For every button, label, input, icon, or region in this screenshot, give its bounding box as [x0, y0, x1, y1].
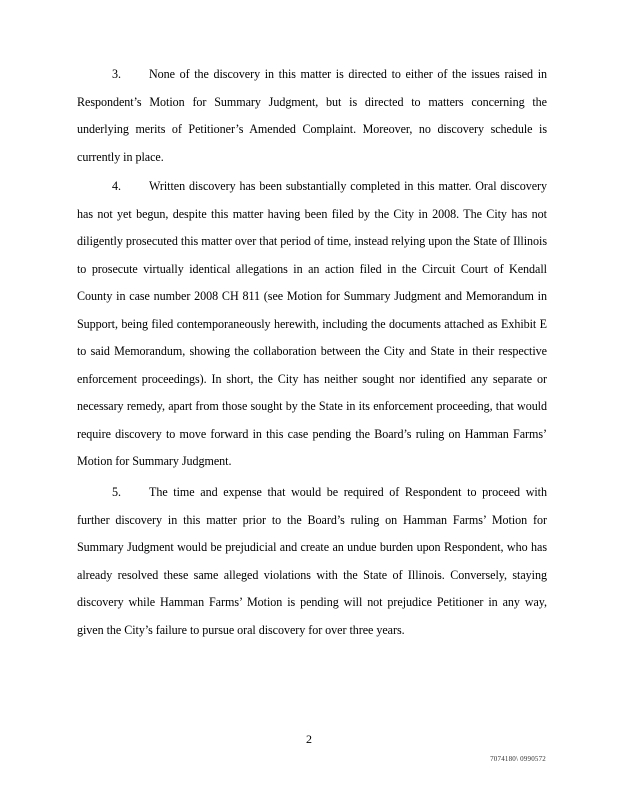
paragraph-number: 5. — [112, 485, 121, 499]
paragraph-4 — [77, 173, 547, 476]
document-id: 7074180\ 0990572 — [490, 755, 546, 763]
paragraph-text: Written discovery has been substantially completed in this matter. Oral discovery has not yet begun, despite this matter having been filed by the City in 2008. The City has not diligently prosecuted this matter over that period of time, instead relying upon the State of Illinois to prosecute virtually identical allegations in an action filed in the Circuit Court of Kendall County in case number 2008 CH 811 (see Motion for Summary Judgment and Memorandum in Support, being filed contemporaneously herewith, including the documents attached as Exhibit E to said Memorandum, showing the collaboration between the City and State in their respective enforcement proceedings). In short, the City has neither sought nor identified any separate or necessary remedy, apart from those sought by the State in its enforcement proceeding, that would require discovery to move forward in this case pending the Board’s ruling on Hamman Farms’ Motion for Summary Judgment. — [77, 179, 547, 468]
paragraph-text: The time and expense that would be required of Respondent to proceed with further discovery in this matter prior to the Board’s ruling on Hamman Farms’ Motion for Summary Judgment would be prejudicial and create an undue burden upon Respondent, who has already resolved these same alleged violations with the State of Illinois. Conversely, staying discovery while Hamman Farms’ Motion is pending will not prejudice Petitioner in any way, given the City’s failure to pursue oral discovery for over three years. — [77, 485, 547, 637]
paragraph-5 — [77, 479, 547, 644]
paragraph-3 — [77, 61, 547, 171]
paragraph-number: 4. — [112, 179, 121, 193]
page-number: 2 — [306, 732, 312, 746]
paragraph-number: 3. — [112, 67, 121, 81]
paragraph-text: None of the discovery in this matter is directed to either of the issues raised in Respondent’s Motion for Summary Judgment, but is directed to matters concerning the underlying merits of Petitioner’s Amended Complaint. Moreover, no discovery schedule is currently in place. — [77, 67, 547, 164]
